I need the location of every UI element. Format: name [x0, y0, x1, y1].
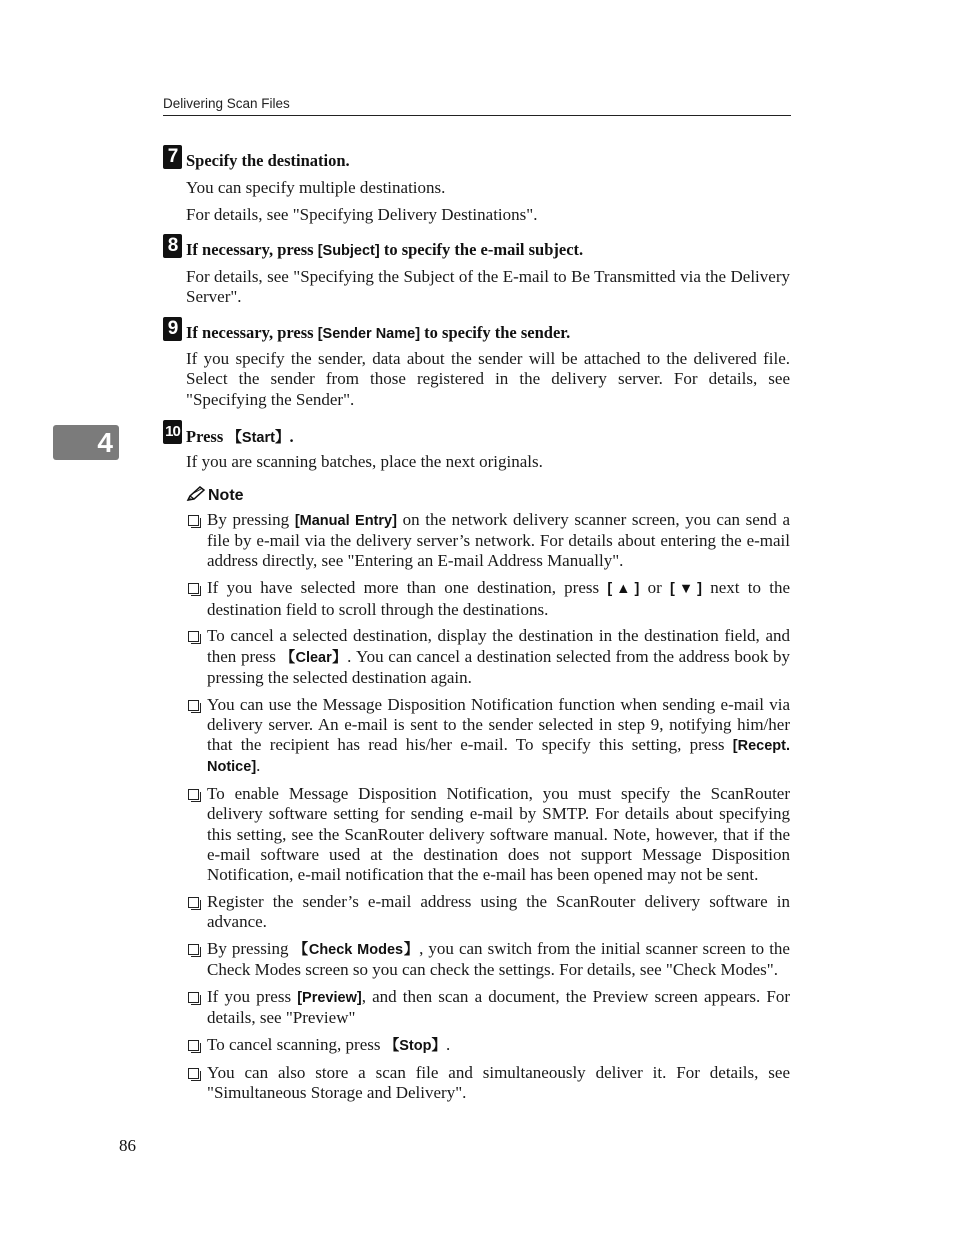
- step-7-title: Specify the destination.: [186, 151, 350, 170]
- note-item: [186, 784, 790, 885]
- step-10-body: If you are scanning batches, place the next originals.: [186, 452, 543, 471]
- note-text: To enable Message Disposition Notification, you must specify the ScanRouter delivery software setting for sending e-mail by SMTP. For details about specifying this setting, see the ScanRouter delivery software manual. Note, however, that if the e-mail software used at the destination does not support Message Disposition Notification, e-mail notification that the e-mail has been opened may not be sent.: [207, 784, 790, 884]
- pencil-icon: [186, 486, 206, 502]
- checkbox-bullet-icon: [188, 700, 199, 711]
- step-9-title-post: to specify the sender.: [420, 323, 571, 342]
- note-text: on the network delivery scanner screen, you can send a file by e-mail via the delivery server’s network. For details about entering the e-mail address directly, see "Entering an E-mail Address Manually".: [207, 510, 791, 571]
- step-9-number: 9: [163, 317, 182, 341]
- note-item: [186, 1063, 790, 1103]
- note-item: [186, 695, 790, 778]
- step-9-body: If you specify the sender, data about the sender will be attached to the delivered file. Select the sender from those registered in the delivery server. For details, see "Specifying the Sender".: [186, 349, 790, 409]
- checkbox-bullet-icon: [188, 789, 199, 800]
- checkbox-bullet-icon: [188, 515, 199, 526]
- recept-notice-key: [Recept. Notice]: [207, 738, 790, 776]
- step-10-title: [186, 426, 294, 447]
- checkbox-bullet-icon: [188, 1040, 199, 1051]
- note-item: [186, 510, 790, 572]
- step-10-title-post: .: [289, 427, 294, 446]
- header-rule: [163, 115, 791, 116]
- step-7-text-2: For details, see "Specifying Delivery Destinations".: [186, 205, 538, 224]
- subject-key: [Subject]: [317, 243, 380, 259]
- down-arrow-key: [▼]: [670, 581, 703, 598]
- stop-key: 【Stop】: [384, 1038, 446, 1055]
- step-7-text-1: You can specify multiple destinations.: [186, 178, 446, 197]
- note-item: [186, 1035, 790, 1056]
- step-8-number: 8: [163, 234, 182, 258]
- sender-name-key: [Sender Name]: [317, 326, 421, 342]
- note-text: If you press: [207, 987, 298, 1007]
- step-8-body: For details, see "Specifying the Subject of the E-mail to Be Transmitted via the Delivery Server".: [186, 267, 790, 307]
- note-text: , and then scan a document, the Preview screen appears. For details, see "Preview": [207, 987, 790, 1028]
- checkbox-bullet-icon: [188, 1068, 199, 1079]
- note-item: [186, 892, 790, 932]
- page-number: 86: [119, 1136, 136, 1155]
- check-modes-key: 【Check Modes】: [293, 941, 420, 958]
- note-text: You can use the Message Disposition Notification function when sending e-mail via delivery server. An e-mail is sent to the sender selected in step 9, notifying him/her that the recipient has read his/her e-mail. To specify this setting, press: [207, 694, 790, 755]
- note-text: or: [639, 578, 671, 598]
- checkbox-bullet-icon: [188, 944, 199, 955]
- note-text: .: [256, 756, 261, 776]
- manual-entry-key: [Manual Entry]: [294, 513, 397, 529]
- checkbox-bullet-icon: [188, 631, 199, 642]
- note-heading-label: Note: [208, 487, 244, 504]
- note-text: , you can switch from the initial scanner screen to the Check Modes screen so you can check the settings. For details, see "Check Modes".: [207, 938, 790, 980]
- note-item: [186, 987, 790, 1028]
- note-text: . You can cancel a destination selected from the address book by pressing the selected destination again.: [207, 646, 790, 687]
- up-arrow-key: [▲]: [607, 581, 640, 598]
- note-text: You can also store a scan file and simultaneously deliver it. For details, see "Simultaneous Storage and Delivery".: [207, 1063, 790, 1103]
- checkbox-bullet-icon: [188, 897, 199, 908]
- step-10-title-pre: Press: [186, 427, 228, 446]
- note-list: [186, 510, 790, 1110]
- step-8-title-pre: If necessary, press: [186, 240, 318, 259]
- step-8-title: [186, 240, 583, 260]
- note-text: .: [445, 1035, 451, 1055]
- note-item: [186, 626, 790, 688]
- step-7-number: 7: [163, 145, 182, 169]
- note-item: [186, 939, 790, 980]
- note-text: By pressing: [207, 938, 294, 958]
- note-heading: [186, 486, 244, 505]
- checkbox-bullet-icon: [188, 583, 199, 594]
- step-9-title: [186, 323, 570, 343]
- note-text: next to the destination field to scroll through the destinations.: [207, 578, 790, 619]
- step-9-title-pre: If necessary, press: [186, 323, 318, 342]
- note-text: Register the sender’s e-mail address using the ScanRouter delivery software in advance.: [207, 891, 790, 932]
- running-header: Delivering Scan Files: [163, 96, 290, 111]
- note-text: To cancel scanning, press: [207, 1035, 385, 1055]
- step-10-number: 10: [163, 420, 182, 444]
- step-8-title-post: to specify the e-mail subject.: [379, 240, 584, 259]
- note-item: [186, 578, 790, 619]
- preview-key: [Preview]: [297, 990, 362, 1007]
- note-text: By pressing: [207, 510, 295, 529]
- checkbox-bullet-icon: [188, 992, 199, 1003]
- start-key: 【Start】: [227, 430, 290, 446]
- note-text: To cancel a selected destination, display the destination in the destination field, and then press: [207, 626, 790, 666]
- clear-key: 【Clear】: [280, 649, 348, 666]
- chapter-tab: 4: [53, 425, 119, 460]
- note-text: If you have selected more than one destination, press: [207, 578, 608, 598]
